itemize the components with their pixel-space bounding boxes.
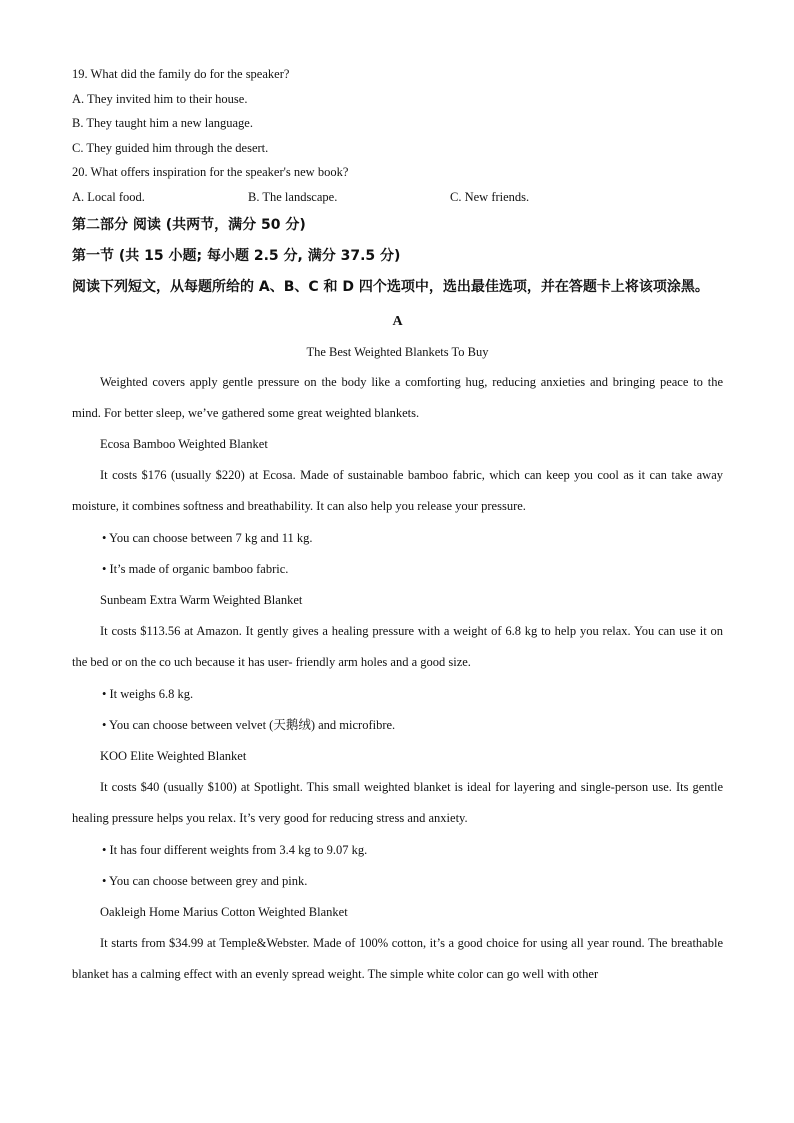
product-description: It costs $40 (usually $100) at Spotlight. This small weighted blanket is ideal for layering and single-person use. Its gentle healing pressure helps you relax. It’s very good for reducing stress and anxiety. <box>72 780 723 826</box>
product-bullet: • It weighs 6.8 kg. <box>102 686 194 701</box>
q19-option-b: B. They taught him a new language. <box>72 116 253 131</box>
question-19: 19. What did the family do for the speaker? <box>72 67 290 81</box>
question-20: 20. What offers inspiration for the speaker's new book? <box>72 165 349 180</box>
product-bullet: • It has four different weights from 3.4 kg to 9.07 kg. <box>102 842 368 857</box>
passage-title: The Best Weighted Blankets To Buy <box>306 344 489 359</box>
passage-letter: A <box>392 313 403 329</box>
product-description: It costs $113.56 at Amazon. It gently gives a healing pressure with a weight of 6.8 kg to help you relax. You can use it on the bed or on the co uch because it has user- friendly arm holes and a good size. <box>72 624 723 670</box>
part2-heading: 第二部分 阅读 (共两节，满分 50 分) <box>72 216 306 233</box>
product-name: KOO Elite Weighted Blanket <box>100 749 247 763</box>
product-name: Sunbeam Extra Warm Weighted Blanket <box>100 592 303 607</box>
passage-intro: Weighted covers apply gentle pressure on the body like a comforting hug, reducing anxieties and bringing peace to the mind. For better sleep, we’ve gathered some great weighted blankets. <box>72 374 723 420</box>
q20-options <box>72 185 723 210</box>
product-bullet: • You can choose between grey and pink. <box>102 873 308 888</box>
product-description: It starts from $34.99 at Temple&Webster. Made of 100% cotton, it’s a good choice for using all year round. The breathable blanket has a calming effect with an evenly spread weight. The simple white color can go well with other <box>72 936 723 982</box>
product-bullet: • It’s made of organic bamboo fabric. <box>102 561 289 576</box>
section1-heading: 第一节 (共 15 小题; 每小题 2.5 分, 满分 37.5 分) <box>72 247 401 264</box>
product-name: Oakleigh Home Marius Cotton Weighted Blanket <box>100 905 348 920</box>
product-name: Ecosa Bamboo Weighted Blanket <box>100 436 268 451</box>
document-page <box>72 62 723 991</box>
reading-instruction: 阅读下列短文，从每题所给的 A、B、C 和 D 四个选项中，选出最佳选项，并在答题卡上将该项涂黑。 <box>72 278 709 295</box>
product-description: It costs $176 (usually $220) at Ecosa. Made of sustainable bamboo fabric, which can keep you cool as it can take away moisture, it combines softness and breathability. It can also help you release your pressure. <box>72 468 723 514</box>
product-bullet: • You can choose between velvet (天鹅绒) and microfibre. <box>102 717 396 732</box>
q20-option-b: B. The landscape. <box>248 189 338 204</box>
product-bullet: • You can choose between 7 kg and 11 kg. <box>102 530 313 545</box>
q20-option-a: A. Local food. <box>72 189 145 204</box>
q19-option-c: C. They guided him through the desert. <box>72 140 269 155</box>
q20-option-c: C. New friends. <box>450 189 530 204</box>
q19-option-a: A. They invited him to their house. <box>72 91 248 106</box>
